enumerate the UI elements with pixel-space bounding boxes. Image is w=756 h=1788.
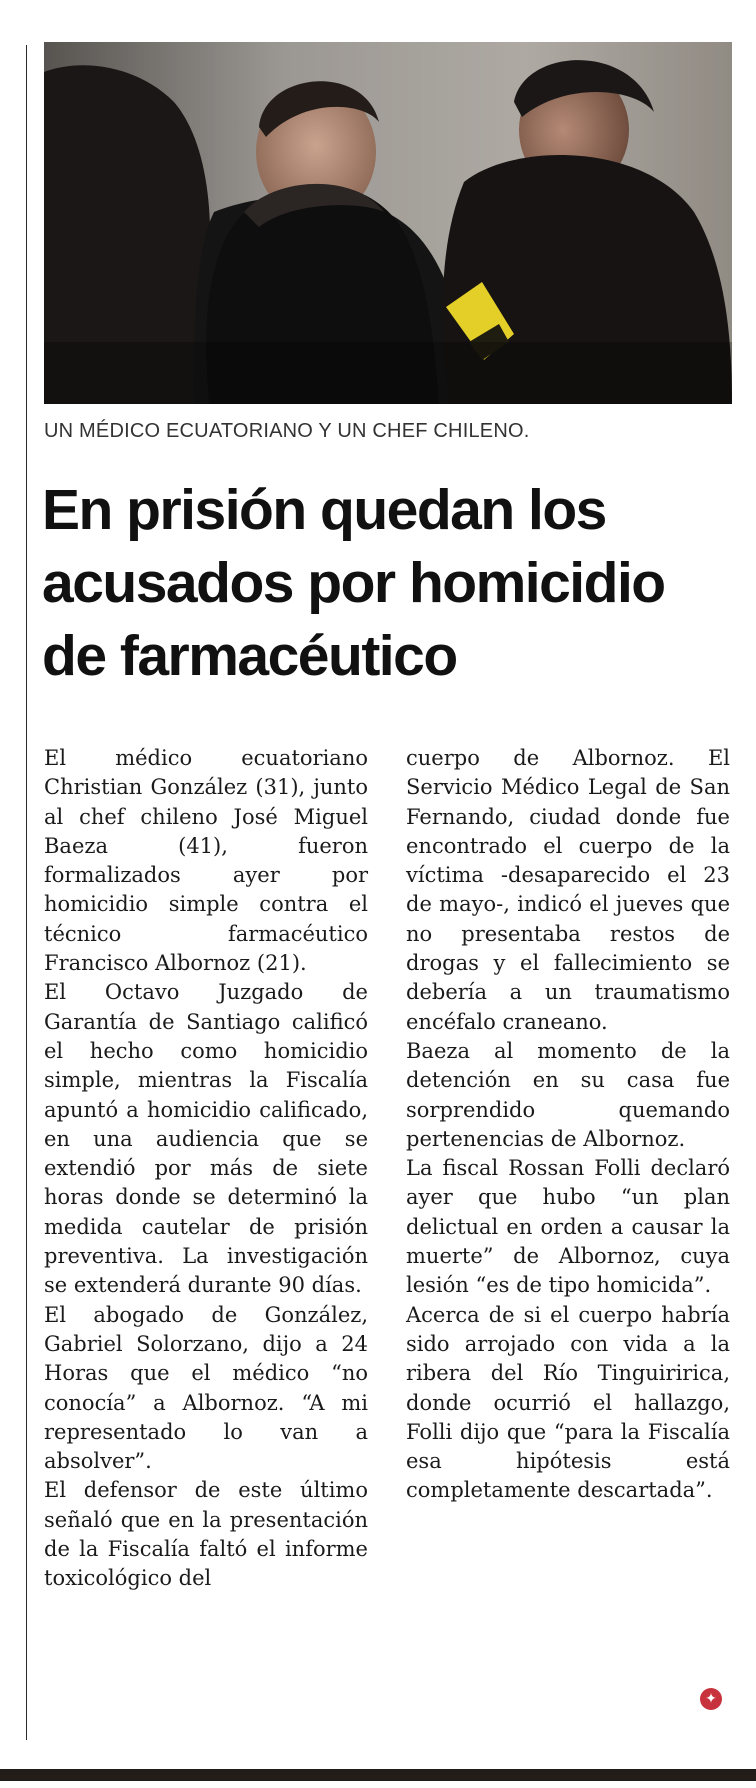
paragraph: La fiscal Rossan Folli declaró ayer que hubo “un plan delictual en orden a causar la muerte” de Albornoz, cuya lesión “es de tipo homicida”. bbox=[406, 1156, 730, 1298]
paragraph: Baeza al momento de la detención en su casa fue sorprendido quemando pertenencias de Albornoz. bbox=[406, 1038, 730, 1151]
article-column-right bbox=[406, 744, 730, 1506]
paragraph: El Octavo Juzgado de Garantía de Santiago calificó el hecho como homicidio simple, mientras la Fiscalía apuntó a homicidio calificado, en una audiencia que se extendió por más de siete horas donde se determinó la medida cautelar de prisión preventiva. La investigación se extenderá durante 90 días. bbox=[44, 980, 368, 1298]
paragraph: cuerpo de Albornoz. El Servicio Médico Legal de San Fernando, ciudad donde fue encontrado el cuerpo de la víctima -desaparecido el 23 de mayo-, indicó el jueves que no presentaba restos de drogas y el fallecimiento se debería a un traumatismo encéfalo craneano. bbox=[406, 746, 730, 1034]
article-column-left bbox=[44, 744, 368, 1594]
end-of-article-icon: ✦ bbox=[700, 1688, 722, 1710]
paragraph: Acerca de si el cuerpo habría sido arrojado con vida a la ribera del Río Tinguiririca, donde ocurrió el hallazgo, Folli dijo que “para la Fiscalía esa hipótesis está completamente descartada”. bbox=[406, 1302, 730, 1503]
headline: En prisión quedan los acusados por homicidio de farmacéutico bbox=[42, 478, 665, 688]
paragraph: El médico ecuatoriano Christian González (31), junto al chef chileno José Miguel Baeza (41), fueron formalizados ayer por homicidio simple contra el técnico farmacéutico Francisco Albornoz (21). bbox=[44, 746, 368, 976]
paragraph: El abogado de González, Gabriel Solorzano, dijo a 24 Horas que el médico “no conocía” a Albornoz. “A mi representado lo van a absolver”. bbox=[44, 1302, 368, 1474]
page-bottom-rule bbox=[0, 1769, 756, 1781]
news-photo bbox=[44, 42, 732, 404]
photo-caption: UN MÉDICO ECUATORIANO Y UN CHEF CHILENO. bbox=[44, 420, 530, 442]
column-divider bbox=[26, 45, 27, 1740]
paragraph: El defensor de este último señaló que en la presentación de la Fiscalía faltó el informe toxicológico del bbox=[44, 1478, 368, 1591]
